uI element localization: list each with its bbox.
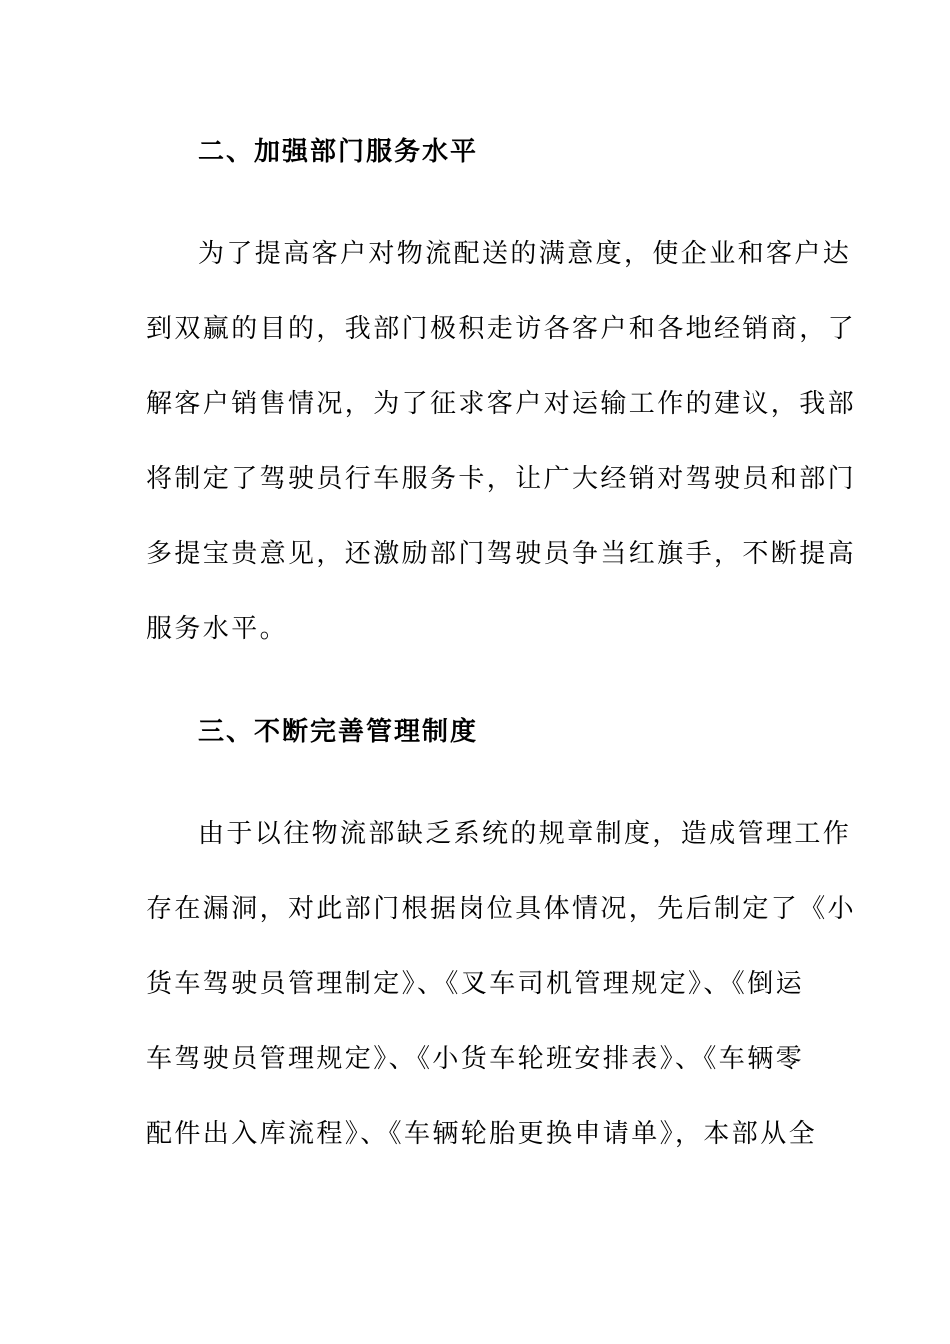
paragraph-line: 解客户销售情况，为了征求客户对运输工作的建议，我部 bbox=[146, 389, 857, 419]
paragraph-line: 存在漏洞，对此部门根据岗位具体情况，先后制定了《小 bbox=[146, 894, 857, 924]
paragraph-line: 配件出入库流程》、《车辆轮胎更换申请单》，本部从全 bbox=[146, 1119, 818, 1149]
paragraph-line: 到双赢的目的，我部门极积走访各客户和各地经销商，了 bbox=[146, 314, 857, 344]
section-heading: 二、加强部门服务水平 bbox=[198, 137, 479, 167]
section-heading: 三、不断完善管理制度 bbox=[198, 717, 479, 747]
paragraph-line: 多提宝贵意见，还激励部门驾驶员争当红旗手，不断提高 bbox=[146, 539, 857, 569]
paragraph-line: 由于以往物流部缺乏系统的规章制度，造成管理工作 bbox=[198, 819, 852, 849]
paragraph-line: 服务水平。 bbox=[146, 614, 289, 644]
paragraph-line: 为了提高客户对物流配送的满意度，使企业和客户达 bbox=[198, 239, 852, 269]
paragraph-line: 车驾驶员管理规定》、《小货车轮班安排表》、《车辆零 bbox=[146, 1044, 805, 1074]
paragraph-line: 将制定了驾驶员行车服务卡，让广大经销对驾驶员和部门 bbox=[146, 464, 857, 494]
paragraph-line: 货车驾驶员管理制定》、《叉车司机管理规定》、《倒运 bbox=[146, 969, 805, 999]
